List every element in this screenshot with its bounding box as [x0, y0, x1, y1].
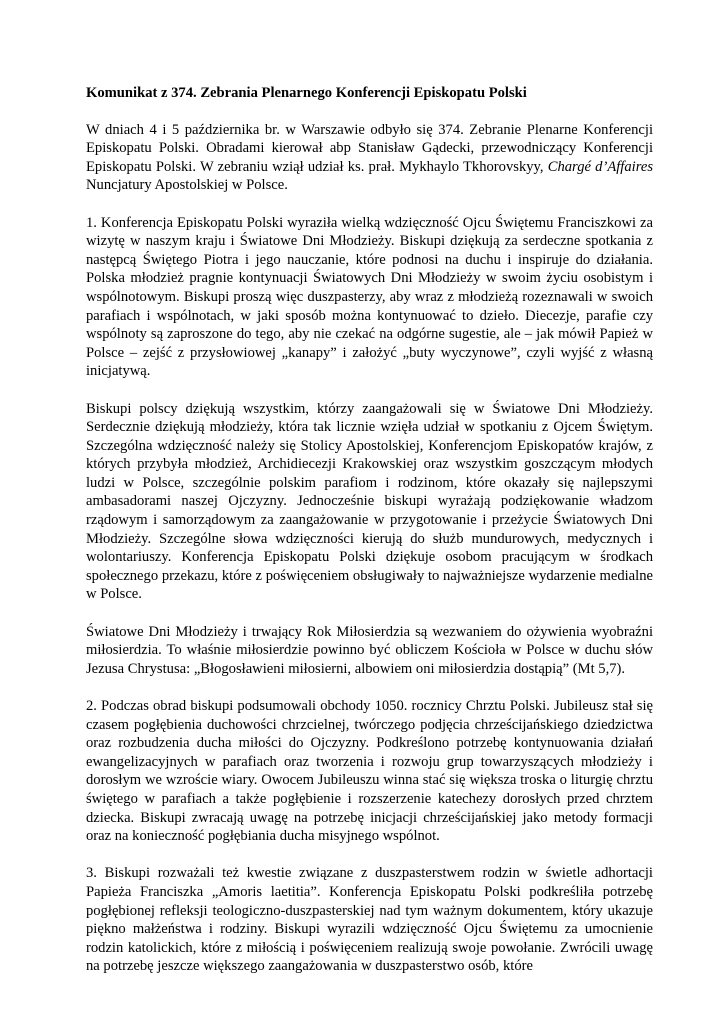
intro-paragraph [86, 121, 653, 195]
paragraph-4: 2. Podczas obrad biskupi podsumowali obchody 1050. rocznicy Chrztu Polski. Jubileusz stał się czasem pogłębienia duchowości chrzcielnej, twórczego podjęcia chrześcijańskiego dziedzictwa oraz rozbudzenia ducha miłości do Ojczyzny. Podkreślono potrzebę kontynuowania działań ewangelizacyjnych w parafiach oraz tworzenia i rozwoju grup towarzyszących młodzieży i dorosłym we wzroście wiary. Owocem Jubileuszu winna stać się większa troska o liturgię chrztu świętego w parafiach a także pogłębienie i rozszerzenie katechezy dorosłych przed chrztem dziecka. Biskupi zwracają uwagę na potrzebę inicjacji chrześcijańskiej jako metody formacji oraz na konieczność pogłębiania ducha misyjnego wspólnot. [86, 698, 653, 845]
intro-text: W dniach 4 i 5 października br. w Warszawie odbyło się 374. Zebranie Plenarne Konferencji Episkopatu Polski. Obradami kierował abp Stanisław Gądecki, przewodniczący Konferencji Episkopatu Polski. W zebraniu wziął udział ks. prał. Mykhaylo Tkhorovskyy, [86, 121, 653, 175]
paragraph-1: 1. Konferencja Episkopatu Polski wyraziła wielką wdzięczność Ojcu Świętemu Franciszkowi za wizytę w naszym kraju i Światowe Dni Młodzieży. Biskupi dziękują za serdeczne spotkania z następcą Świętego Piotra i jego nauczanie, które podnosi na duchu i inspiruje do działania. Polska młodzież pragnie kontynuacji Światowych Dni Młodzieży w swoim życiu osobistym i wspólnotowym. Biskupi proszą więc duszpasterzy, aby wraz z młodzieżą rozeznawali w swoich parafiach i wspólnotach, w jaki sposób można kontynuować to dzieło. Diecezje, parafie czy wspólnoty są zaproszone do tego, aby nie czekać na odgórne sugestie, ale – jak mówił Papież w Polsce – zejść z przysłowiowej „kanapy” i założyć „buty wyczynowe”, czyli wyjść z własną inicjatywą. [86, 214, 653, 380]
intro-italic: Chargé d’Affaires [547, 158, 653, 175]
paragraph-5: 3. Biskupi rozważali też kwestie związane z duszpasterstwem rodzin w świetle adhortacji Papieża Franciszka „Amoris laetitia”. Konferencja Episkopatu Polski podkreśliła potrzebę pogłębionej refleksji teologiczno-duszpasterskiej nad tym ważnym dokumentem, który ukazuje piękno małżeństwa i rodziny. Biskupi wyrazili wdzięczność Ojcu Świętemu za umocnienie rodzin katolickich, które z miłością i poświęceniem realizują swoje powołanie. Zwrócili uwagę na potrzebę jeszcze większego zaangażowania w duszpasterstwo osób, które [86, 865, 653, 975]
paragraph-3: Światowe Dni Młodzieży i trwający Rok Miłosierdzia są wezwaniem do ożywienia wyobraźni miłosierdzia. To właśnie miłosierdzie powinno być obliczem Kościoła w Polsce w duchu słów Jezusa Chrystusa: „Błogosławieni miłosierni, albowiem oni miłosierdzia dostąpią” (Mt 5,7). [86, 623, 653, 677]
intro-text-end: Nuncjatury Apostolskiej w Polsce. [86, 177, 288, 194]
paragraph-2: Biskupi polscy dziękują wszystkim, którzy zaangażowali się w Światowe Dni Młodzieży. Serdecznie dziękują młodzieży, która tak licznie wzięła udział w spotkaniu z Ojcem Świętym. Szczególna wdzięczność należy się Stolicy Apostolskiej, Konferencjom Episkopatów krajów, z których przybyła młodzież, Archidiecezji Krakowskiej oraz wszystkim goszczącym młodych ludzi w Polsce, szczególnie polskim parafiom i rodzinom, które okazały się najlepszymi ambasadorami naszej Ojczyzny. Jednocześnie biskupi wyrażają podziękowanie władzom rządowym i samorządowym za zaangażowanie w przygotowanie i przeżycie Światowych Dni Młodzieży. Szczególne słowa wdzięczności kierują do służb mundurowych, medycznych i wolontariuszy. Konferencja Episkopatu Polski dziękuje osobom pracującym w środkach społecznego przekazu, które z poświęceniem obsługiwały to najważniejsze wydarzenie medialne w Polsce. [86, 400, 653, 603]
document-title: Komunikat z 374. Zebrania Plenarnego Konferencji Episkopatu Polski [86, 85, 527, 101]
